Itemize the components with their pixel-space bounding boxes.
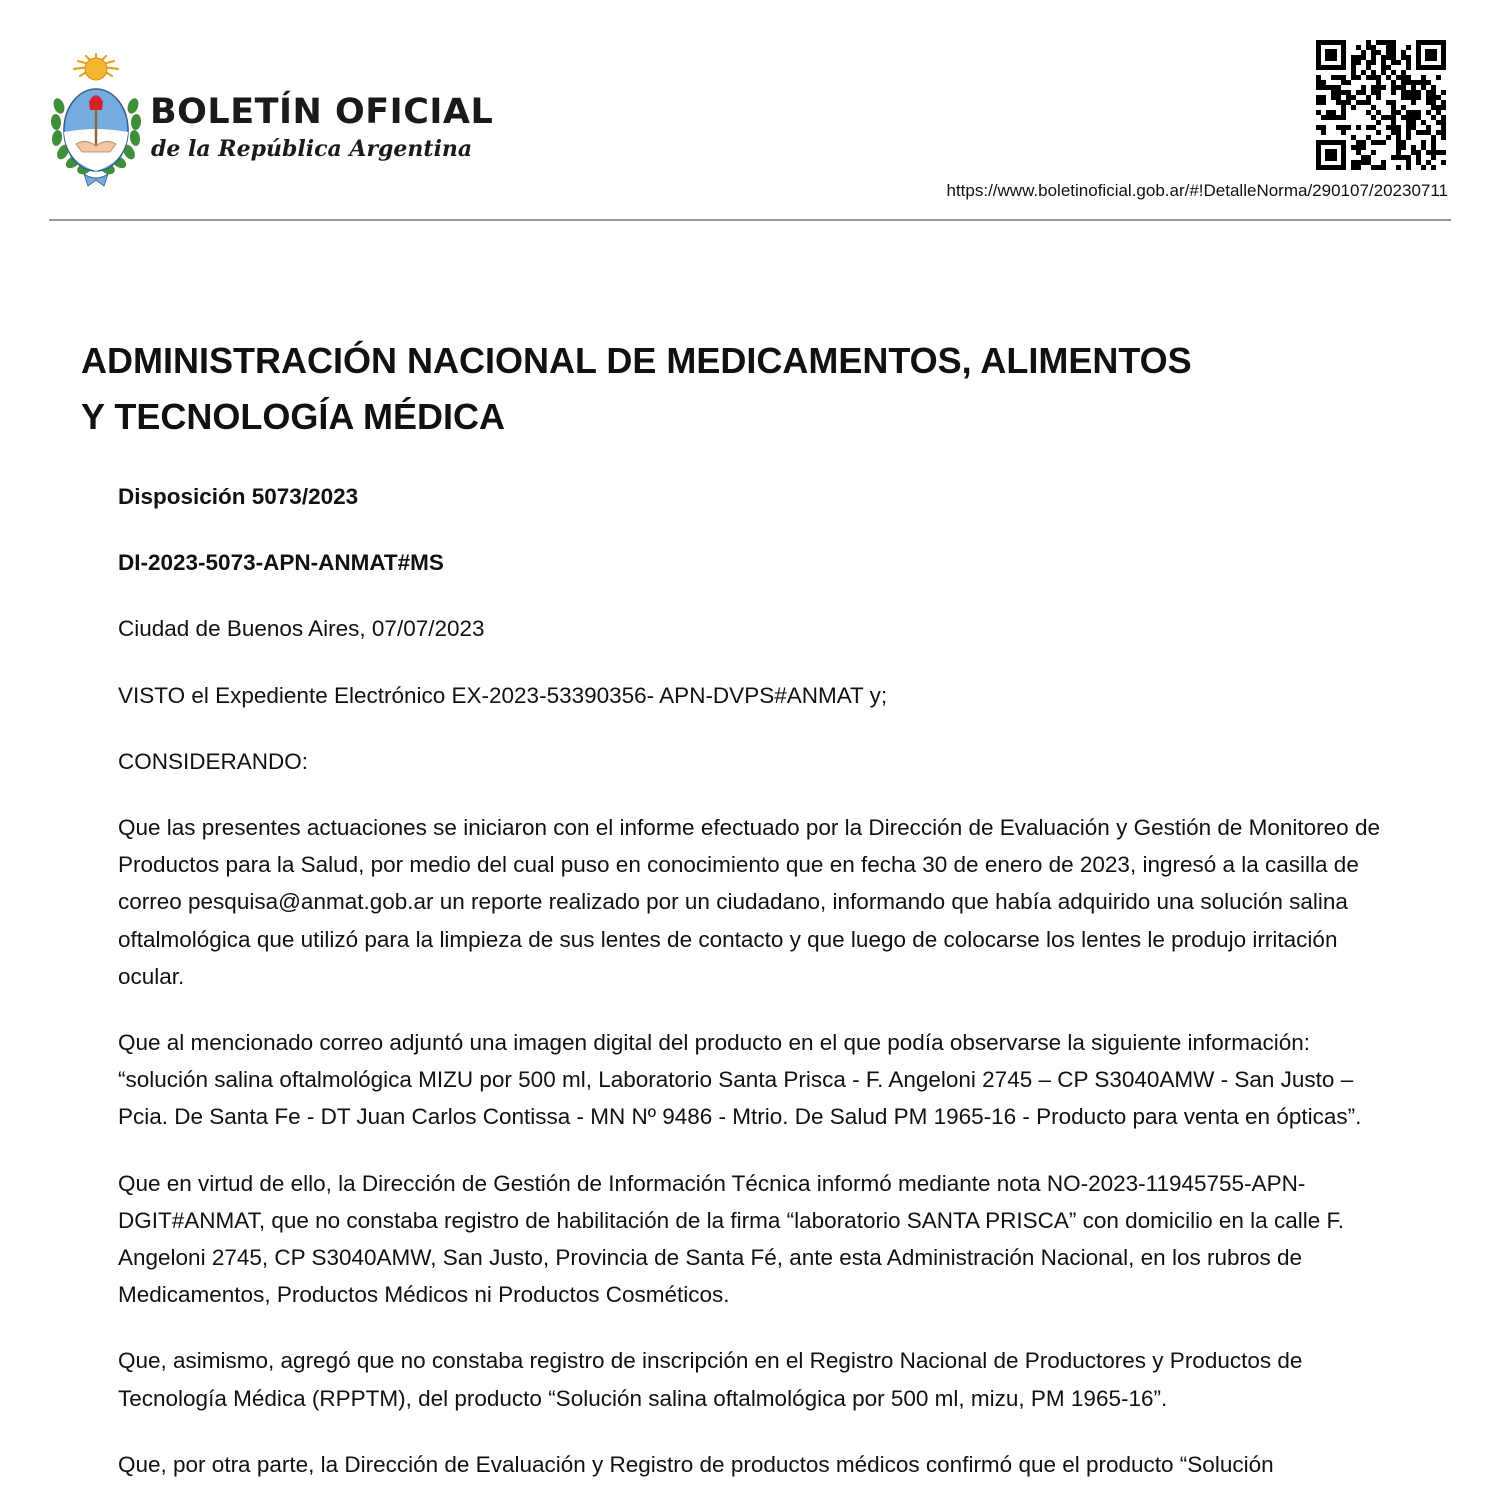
qr-code-icon bbox=[1316, 40, 1446, 170]
considerando-paragraph: Que al mencionado correo adjuntó una imagen digital del producto en el que podía observarse la siguiente información: “solución salina oftalmológica MIZU por 500 ml, Laboratorio Santa Prisca - F. Angeloni 2745 – CP S3040AMW - San Justo – Pcia. De Santa Fe - DT Juan Carlos Contissa - MN Nº 9486 - Mtrio. De Salud PM 1965-16 - Producto para venta en ópticas”. bbox=[118, 1030, 1362, 1130]
place-and-date: Ciudad de Buenos Aires, 07/07/2023 bbox=[118, 616, 485, 642]
brand-title: BOLETÍN OFICIAL bbox=[150, 92, 494, 132]
header-divider bbox=[49, 219, 1451, 221]
brand-subtitle: de la República Argentina bbox=[151, 136, 473, 162]
disposicion-number: Disposición 5073/2023 bbox=[118, 484, 359, 509]
qr-finder-bottom-left bbox=[1316, 140, 1346, 170]
page-header bbox=[0, 0, 1500, 222]
sun-rays bbox=[74, 54, 118, 80]
qr-finder-top-right bbox=[1416, 40, 1446, 70]
considerando-heading: CONSIDERANDO: bbox=[118, 748, 309, 774]
organization-title bbox=[81, 333, 1301, 445]
considerando-paragraph: Que, asimismo, agregó que no constaba registro de inscripción en el Registro Nacional de Productores y Productos de Tecnología Médica (RPPTM), del producto “Solución salina oftalmológica por 500 ml, mizu, PM 1965-16”. bbox=[118, 1348, 1303, 1411]
visto-paragraph: VISTO el Expediente Electrónico EX-2023-53390356- APN-DVPS#ANMAT y; bbox=[118, 682, 888, 708]
document-id: DI-2023-5073-APN-ANMAT#MS bbox=[118, 550, 444, 576]
considerando-paragraph: Que en virtud de ello, la Dirección de Gestión de Información Técnica informó mediante nota NO-2023-11945755-APN-DGIT#ANMAT, que no constaba registro de habilitación de la firma “laboratorio SANTA PRISCA” con domicilio en la calle F. Angeloni 2745, CP S3040AMW, San Justo, Provincia de Santa Fé, ante esta Administración Nacional, en los rubros de Medicamentos, Productos Médicos ni Productos Cosméticos. bbox=[118, 1170, 1344, 1308]
considerando-paragraph: Que las presentes actuaciones se iniciaron con el informe efectuado por la Dirección de Evaluación y Gestión de Monitoreo de Productos para la Salud, por medio del cual puso en conocimiento que en fecha 30 de enero de 2023, ingresó a la casilla de correo pesquisa@anmat.gob.ar un reporte realizado por un ciudadano, informando que había adquirido una solución salina oftalmológica que utilizó para la limpieza de sus lentes de contacto y que luego de colocarse los lentes le produjo irritación ocular. bbox=[118, 815, 1380, 989]
organization-title-line-2: Y TECNOLOGÍA MÉDICA bbox=[81, 396, 506, 437]
shield bbox=[64, 89, 128, 171]
document-text bbox=[118, 478, 1398, 1512]
considerando-paragraph: Que, por otra parte, la Dirección de Evaluación y Registro de productos médicos confirmó que el producto “Solución bbox=[118, 1451, 1274, 1477]
coat-of-arms-icon bbox=[50, 52, 142, 188]
qr-finder-top-left bbox=[1316, 40, 1346, 70]
source-url[interactable]: https://www.boletinoficial.gob.ar/#!DetalleNorma/290107/20230711 bbox=[946, 181, 1448, 200]
ribbon bbox=[84, 174, 108, 186]
organization-title-line-1: ADMINISTRACIÓN NACIONAL DE MEDICAMENTOS, ALIMENTOS bbox=[81, 340, 1192, 381]
